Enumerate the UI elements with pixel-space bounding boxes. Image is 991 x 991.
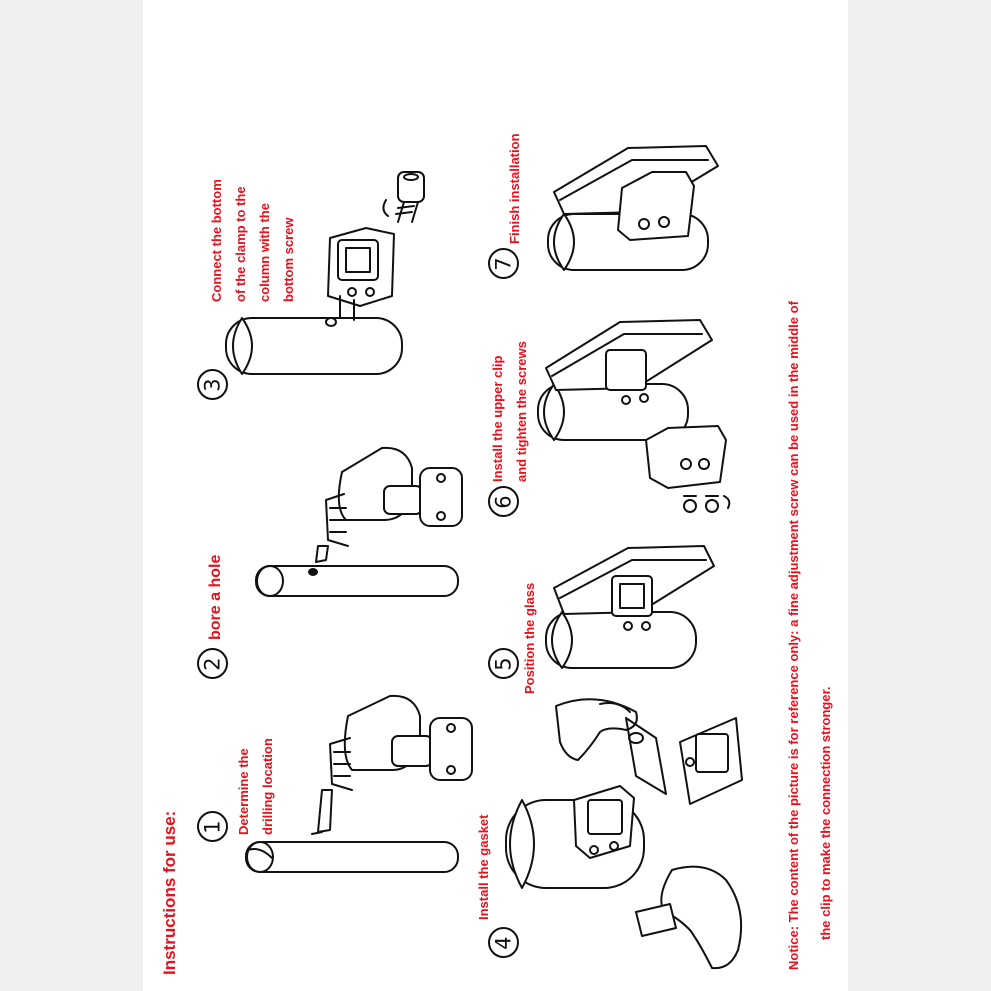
step-2-tube-illustration (256, 566, 458, 596)
step-4-text: Install the gasket (476, 814, 491, 920)
step-7-number: 7 (488, 248, 519, 279)
step-7-text: Finish installation (507, 133, 522, 244)
screw-icon (706, 496, 729, 512)
hand-icon (556, 699, 637, 760)
step-3-text: Connect the bottom of the clamp to the column with the bottom screw (209, 179, 296, 302)
step-4-number: 4 (488, 927, 519, 958)
step-2-text: bore a hole (207, 554, 224, 640)
step-5-tube-illustration (546, 612, 696, 668)
notice-text: Notice: The content of the picture is for reference only: a fine adjustment screw can be used in the middle of the clip to make the connection stronger. (786, 301, 833, 970)
step-1-text: Determine the drilling location (236, 738, 275, 835)
step-1-number: 1 (197, 811, 228, 842)
step-5-text: Position the glass (522, 582, 537, 694)
step-2-drill-icon (316, 448, 462, 562)
page-title: Instructions for use: (160, 810, 179, 975)
step-3-tube-illustration (226, 318, 402, 374)
step-2-number: 2 (197, 648, 228, 679)
hand-icon (636, 867, 741, 969)
step-6-number: 6 (488, 486, 519, 517)
step-6-upper-clip-icon (646, 426, 726, 488)
step-3-clamp-icon (328, 228, 394, 320)
step-6-text: Install the upper clip and tighten the screws (490, 341, 529, 482)
screw-icon (684, 496, 696, 512)
step-1-drill-icon (312, 696, 472, 834)
step-4-gasket-icon (626, 718, 742, 804)
step-5-number: 5 (488, 648, 519, 679)
step-3-number: 3 (197, 369, 228, 400)
step-1-tube-illustration (246, 842, 458, 872)
step-3-screw-icon (383, 172, 424, 222)
step-4-clamp-icon (574, 786, 634, 858)
